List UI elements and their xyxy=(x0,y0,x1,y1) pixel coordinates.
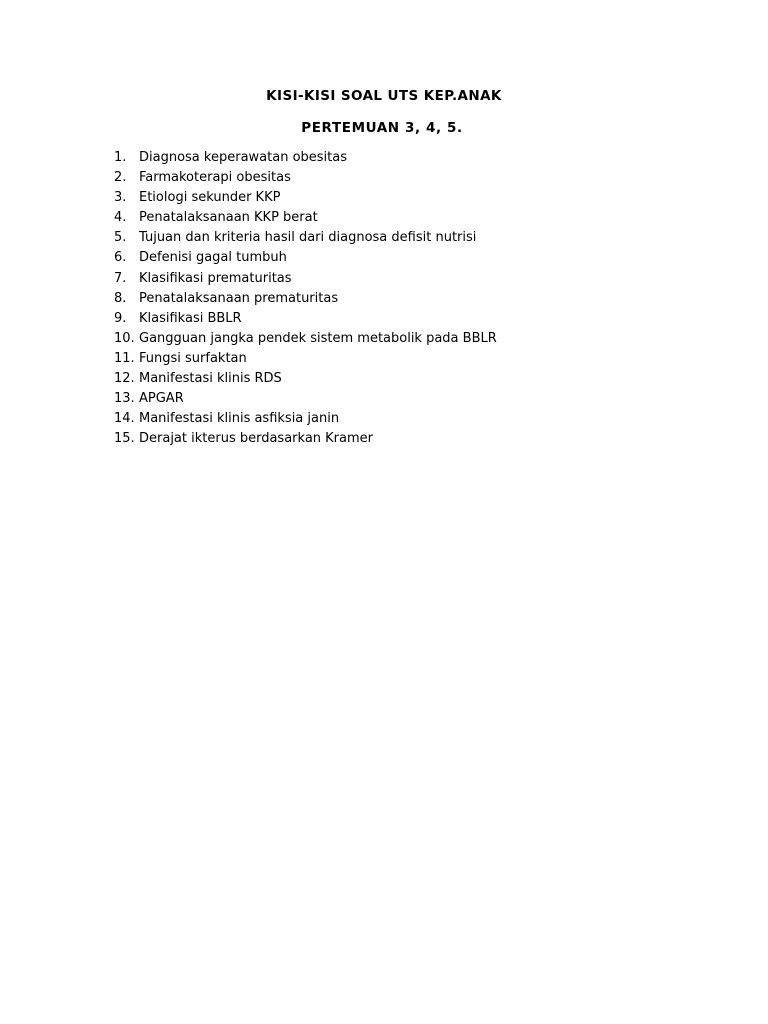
document-title: KISI-KISI SOAL UTS KEP.ANAK xyxy=(266,88,502,104)
item-text: Derajat ikterus berdasarkan Kramer xyxy=(139,431,373,447)
list-item xyxy=(114,409,674,429)
item-text: Gangguan jangka pendek sistem metabolik pada BBLR xyxy=(139,330,497,346)
list-item xyxy=(114,168,674,188)
document-subtitle: PERTEMUAN 3, 4, 5. xyxy=(301,120,463,136)
item-text: Penatalaksanaan KKP berat xyxy=(139,210,318,226)
item-number: 3. xyxy=(114,190,127,206)
item-number: 13. xyxy=(114,391,135,407)
item-number: 5. xyxy=(114,230,127,246)
list-item xyxy=(114,369,674,389)
item-number: 4. xyxy=(114,210,127,226)
item-text: Tujuan dan kriteria hasil dari diagnosa defisit nutrisi xyxy=(139,230,477,246)
item-number: 15. xyxy=(114,431,135,447)
list-item xyxy=(114,429,674,449)
item-number: 7. xyxy=(114,270,127,286)
item-number: 9. xyxy=(114,310,127,326)
list-item xyxy=(114,309,674,329)
item-text: Manifestasi klinis asfiksia janin xyxy=(139,411,340,427)
item-text: Diagnosa keperawatan obesitas xyxy=(139,150,347,165)
item-text: APGAR xyxy=(139,391,184,407)
item-number: 14. xyxy=(114,411,135,427)
list-item xyxy=(114,269,674,289)
item-number: 1. xyxy=(114,150,127,165)
item-number: 12. xyxy=(114,371,135,387)
list-item xyxy=(114,228,674,248)
item-text: Klasifikasi BBLR xyxy=(139,310,242,326)
list-item xyxy=(114,148,674,168)
item-number: 2. xyxy=(114,170,127,186)
list-item xyxy=(114,248,674,268)
list-item xyxy=(114,188,674,208)
list-item xyxy=(114,389,674,409)
item-text: Penatalaksanaan prematuritas xyxy=(139,290,339,306)
item-text: Fungsi surfaktan xyxy=(139,350,247,366)
item-number: 8. xyxy=(114,290,127,306)
list-item xyxy=(114,208,674,228)
list-item xyxy=(114,349,674,369)
item-text: Klasifikasi prematuritas xyxy=(139,270,292,286)
item-text: Farmakoterapi obesitas xyxy=(139,170,291,186)
list-item xyxy=(114,289,674,309)
list-item xyxy=(114,329,674,349)
item-text: Etiologi sekunder KKP xyxy=(139,190,281,206)
item-text: Manifestasi klinis RDS xyxy=(139,371,282,387)
item-number: 10. xyxy=(114,330,135,346)
item-number: 11. xyxy=(114,350,135,366)
question-list xyxy=(114,148,674,449)
item-number: 6. xyxy=(114,250,127,266)
item-text: Defenisi gagal tumbuh xyxy=(139,250,287,266)
